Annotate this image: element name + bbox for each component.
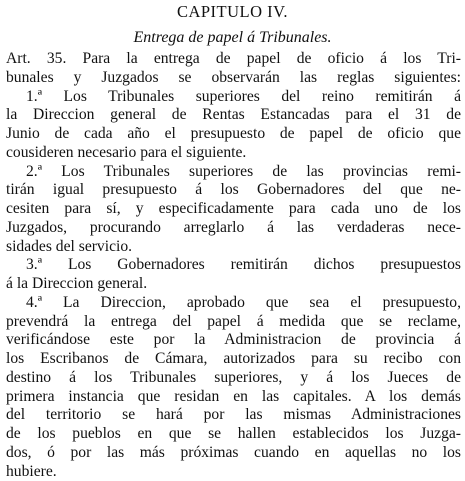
text-line: primera instancia que residan en las capitales. A los demás	[6, 388, 461, 407]
text-line: sidades del servicio.	[6, 238, 461, 257]
text-line: destino á los Tribunales superiores, y á los Jueces de	[6, 369, 461, 388]
section-title: Entrega de papel á Tribunales.	[4, 28, 461, 48]
text-line: Juzgados, procurando arreglarlo á las verdaderas nece-	[6, 219, 461, 238]
body-text	[6, 50, 461, 481]
text-line: 3.ª Los Gobernadores remitirán dichos presupuestos	[6, 256, 461, 275]
text-line: 2.ª Los Tribunales superiores de las provincias remi-	[6, 163, 461, 182]
text-line: de los pueblos en que se hallen establecidos los Juzga-	[6, 425, 461, 444]
document-page	[4, 0, 461, 456]
text-line: prevendrá la entrega del papel á medida que se reclame,	[6, 313, 461, 332]
text-line: dos, ó por las más próximas cuando en aquellas no los	[6, 444, 461, 463]
text-line: 1.ª Los Tribunales superiores del reino remitirán á	[6, 88, 461, 107]
text-line: hubiere.	[6, 463, 461, 481]
text-line: del territorio se hará por las mismas Administraciones	[6, 406, 461, 425]
text-line: los Escribanos de Cámara, autorizados para su recibo con	[6, 350, 461, 369]
chapter-heading: CAPITULO IV.	[4, 2, 461, 22]
text-line: 4.ª La Direccion, aprobado que sea el presupuesto,	[6, 294, 461, 313]
text-line: bunales y Juzgados se observarán las reglas siguientes:	[6, 69, 461, 88]
text-line: cousideren necesario para el siguiente.	[6, 144, 461, 163]
text-line: la Direccion general de Rentas Estancadas para el 31 de	[6, 106, 461, 125]
text-line: cesiten para sí, y especificadamente para cada uno de los	[6, 200, 461, 219]
text-line: verificándose este por la Administracion de provincia á	[6, 331, 461, 350]
text-line: tirán igual presupuesto á los Gobernadores del que ne-	[6, 181, 461, 200]
text-line: Junio de cada año el presupuesto de papel de oficio que	[6, 125, 461, 144]
text-line: Art. 35. Para la entrega de papel de oficio á los Tri-	[6, 50, 461, 69]
text-line: á la Direccion general.	[6, 275, 461, 294]
